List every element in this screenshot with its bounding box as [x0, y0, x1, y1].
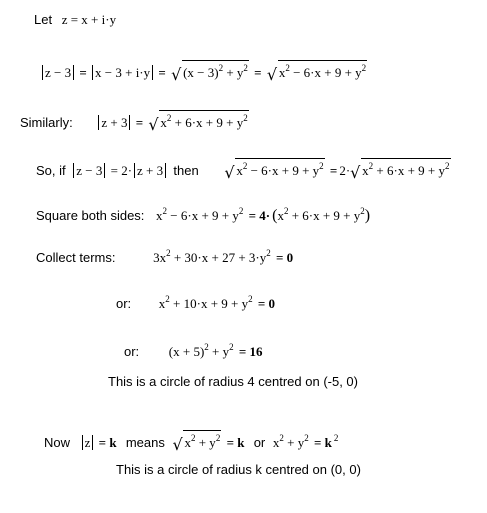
line-square-both-sides: Square both sides: $x^2 - 6\cdot x + 9 + y^2 = 4\cdot (x^2 + 6\cdot x + 9 + y^2)$: [36, 206, 371, 224]
circle1-conclusion: This is a circle of radius 4 centred on (-5, 0): [108, 374, 358, 389]
sqrt-so-left: √ $x^2 - 6\cdot x + 9 + y^2$: [224, 158, 324, 179]
circle2-conclusion: This is a circle of radius k centred on (0, 0): [116, 462, 361, 477]
line-or-2: or: $(x + 5)^2 + y^2 = 16$: [124, 342, 263, 359]
then-label: then: [173, 163, 199, 178]
line-so-if: So, if z − 3 = 2· z + 3 then √ $x^2 - 6\cdot x + 9 + y^2 = 2\cdot√$ $x^2 + 6\cdot x + 9 + y^2$: [36, 158, 451, 179]
sqrt-expression-2: √ $x^2 - 6\cdot x + 9 + y^2$: [267, 60, 367, 81]
similarly-label: Similarly:: [20, 115, 73, 130]
line-let: [34, 12, 116, 28]
or3-label: or: [253, 435, 266, 450]
collect-label: Collect terms:: [36, 250, 116, 265]
line-or-1: or: $x^2 + 10\cdot x + 9 + y^2 = 0$: [116, 294, 276, 311]
cond-coeff: = 2·: [110, 163, 133, 178]
now-label: Now: [44, 435, 71, 450]
abs-cond-left: z − 3: [73, 163, 105, 178]
means-label: means: [125, 435, 165, 450]
sqrt-now: √ $x^2 + y^2$: [172, 430, 221, 451]
line-now: Now z = k means √ $x^2 + y^2 = k$ or $x^2 + y^2 = k$ $^2$: [44, 430, 338, 451]
line-collect-terms: Collect terms: $3x^2 + 30\cdot x + 27 + 3\cdot y^2 = 0$: [36, 248, 294, 265]
sqrt-expression-1: √ $(x - 3)^2 + y^2$: [171, 60, 249, 81]
square-label: Square both sides:: [36, 208, 145, 223]
so-coeff: 2·: [339, 163, 351, 178]
or2-label: or:: [124, 344, 140, 359]
abs-expanded: x − 3 + i·y: [92, 65, 153, 80]
abs-z: z: [82, 435, 94, 450]
line-modulus-z-minus-3: z − 3 = x − 3 + i·y = √ $(x - 3)^2 + y^2$ = √ $x^2 - 6\cdot x + 9 + y^2$: [42, 60, 367, 81]
or1-label: or:: [116, 296, 132, 311]
so-if-label: So, if: [36, 163, 66, 178]
let-expression: z = x + i·y: [61, 12, 117, 27]
abs-z-minus-3: z − 3: [42, 65, 74, 80]
sqrt-similarly: √ $x^2 + 6\cdot x + 9 + y^2$: [148, 110, 248, 131]
sqrt-so-right: √ $x^2 + 6\cdot x + 9 + y^2$: [350, 158, 450, 179]
abs-z-plus-3: z + 3: [98, 115, 130, 130]
line-similarly: Similarly: z + 3 = √ $x^2 + 6\cdot x + 9 + y^2$: [20, 110, 249, 131]
abs-cond-right: z + 3: [134, 163, 166, 178]
let-label: Let: [34, 12, 53, 27]
